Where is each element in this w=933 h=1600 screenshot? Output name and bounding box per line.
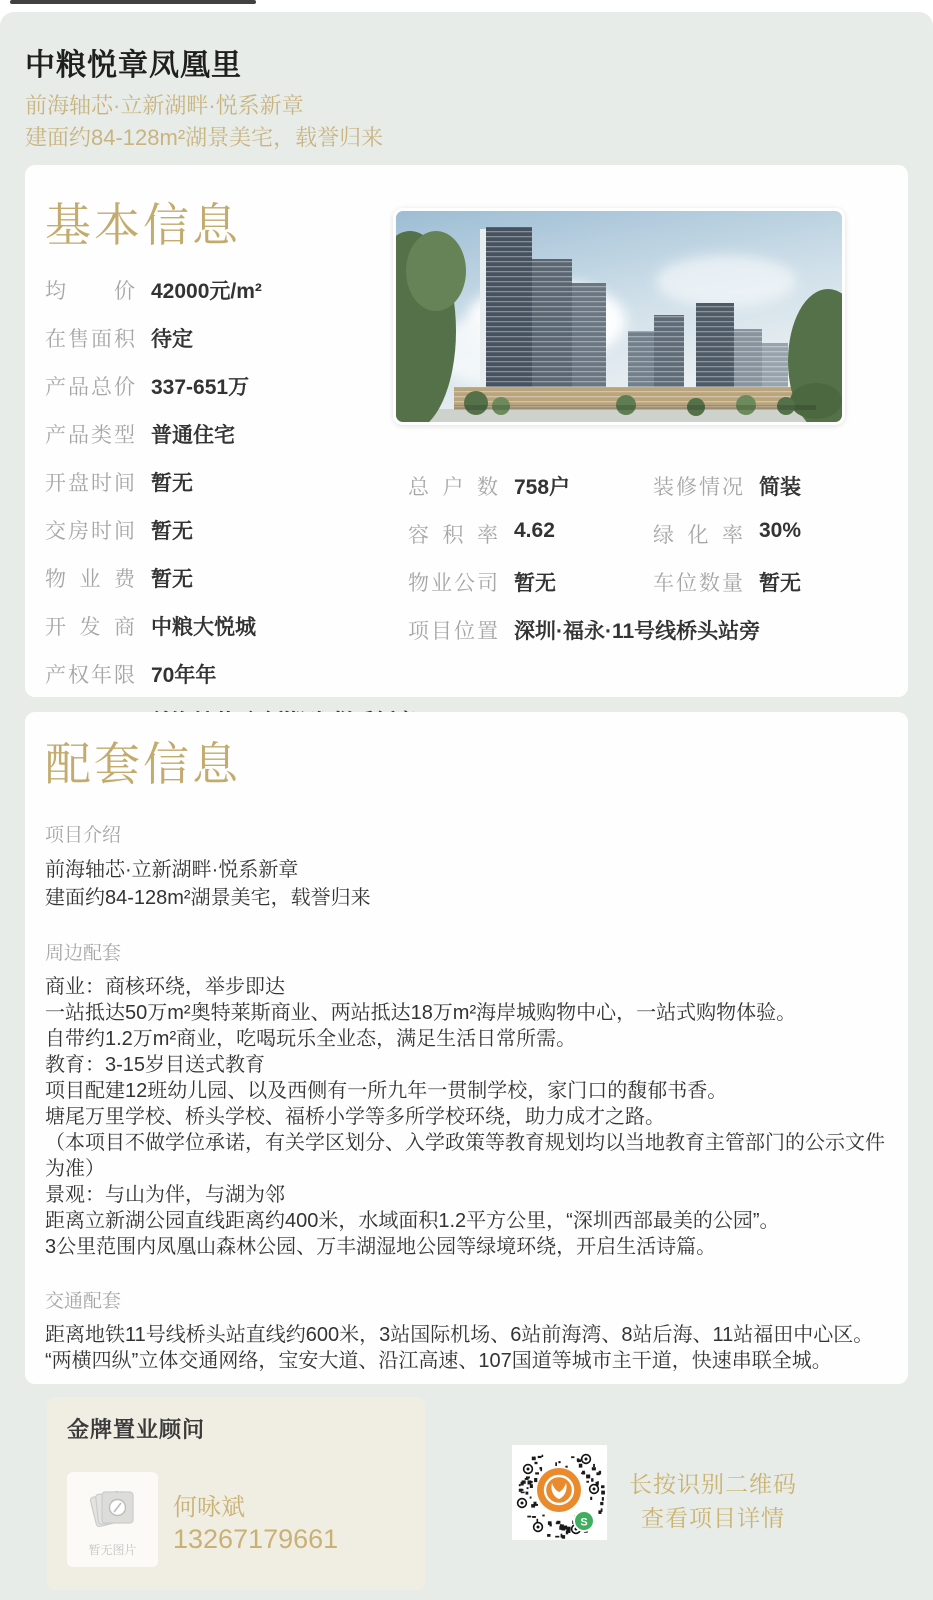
subtitle-line-2: 建面约84-128m²湖景美宅，载誉归来 (25, 125, 384, 150)
qr-code-icon (512, 1445, 607, 1540)
info-cell (653, 567, 801, 597)
no-image-placeholder (67, 1472, 158, 1567)
text-line: “两横四纵”立体交通网络，宝安大道、沿江高速、107国道等城市主干道，快速串联全城。 (45, 1350, 832, 1372)
info-cell (408, 471, 653, 501)
field-value: 普通住宅 (151, 424, 235, 447)
qr-instruction (629, 1467, 797, 1535)
field-label: 装修情况 (653, 476, 743, 499)
field-value: 深圳·福永·11号线桥头站旁 (514, 620, 761, 643)
field-value: 70年年 (151, 664, 217, 687)
info-row (45, 467, 395, 497)
info-row (45, 323, 395, 353)
text-line: 3公里范围内凤凰山森林公园、万丰湖湿地公园等绿境环绕，开启生活诗篇。 (45, 1236, 717, 1258)
text-line: 一站抵达50万m²奥特莱斯商业、两站抵达18万m²海岸城购物中心，一站式购物体验。 (45, 1002, 797, 1024)
field-label: 车位数量 (653, 572, 743, 595)
subtitle-line-1: 前海轴芯·立新湖畔·悦系新章 (25, 93, 304, 118)
text-line: 距离立新湖公园直线距离约400米，水域面积1.2平方公里，“深圳西部最美的公园”。 (45, 1210, 780, 1232)
field-label: 容积率 (408, 524, 498, 547)
info-row (408, 615, 898, 645)
text-line: 商业：商核环绕，举步即达 (45, 976, 285, 998)
traffic-subheading: 交通配套 (45, 1291, 122, 1312)
page-subtitle (25, 90, 383, 154)
field-label: 开盘时间 (45, 472, 135, 495)
field-label: 绿化率 (653, 524, 743, 547)
info-row (45, 611, 395, 641)
info-row (408, 567, 898, 597)
text-line: （本项目不做学位承诺，有关学区划分、入学政策等教育规划均以当地教育主管部门的公示文件为准） (45, 1132, 885, 1180)
no-image-label: 暂无图片 (88, 1543, 137, 1557)
field-value: 42000元/m² (151, 280, 262, 303)
qr-instruction-line-2: 查看项目详情 (641, 1505, 785, 1531)
basic-info-heading: 基本信息 (45, 199, 241, 251)
field-value: 简装 (759, 476, 801, 499)
agent-name: 何咏斌 (173, 1494, 245, 1521)
info-row (408, 471, 898, 501)
field-value: 暂无 (759, 572, 801, 595)
page-title: 中粮悦章凤凰里 (25, 49, 242, 82)
field-value: 758户 (514, 476, 571, 499)
page-background (0, 12, 933, 1600)
info-cell (408, 567, 653, 597)
text-line: 建面约84-128m²湖景美宅，载誉归来 (45, 887, 371, 909)
consultant-card (47, 1397, 425, 1590)
field-label: 均价 (45, 280, 135, 303)
basic-info-right-column (408, 471, 898, 663)
field-label: 物业公司 (408, 572, 498, 595)
field-value: 30% (759, 519, 802, 542)
top-edge-artifact (10, 0, 256, 4)
project-photo[interactable] (393, 208, 845, 425)
info-cell (408, 519, 653, 549)
text-line: 前海轴芯·立新湖畔·悦系新章 (45, 859, 299, 881)
intro-lines (45, 856, 888, 912)
field-label: 物业费 (45, 568, 135, 591)
info-cell (408, 615, 760, 645)
field-value: 暂无 (514, 572, 556, 595)
field-value: 4.62 (514, 519, 555, 542)
intro-subheading: 项目介绍 (45, 825, 122, 846)
field-label: 产品总价 (45, 376, 135, 399)
text-line: 自带约1.2万m²商业，吃喝玩乐全业态，满足生活日常所需。 (45, 1028, 577, 1050)
consultant-heading: 金牌置业顾问 (67, 1417, 206, 1442)
basic-info-card (25, 165, 908, 697)
info-row (45, 275, 395, 305)
amenities-card (25, 712, 908, 1384)
field-value: 暂无 (151, 472, 193, 495)
field-label: 交房时间 (45, 520, 135, 543)
surroundings-subheading: 周边配套 (45, 943, 122, 964)
field-label: 在售面积 (45, 328, 135, 351)
field-label: 项目位置 (408, 620, 498, 643)
info-row (45, 563, 395, 593)
no-image-icon (87, 1484, 139, 1534)
text-line: 塘尾万里学校、桥头学校、福桥小学等多所学校环绕，助力成才之路。 (45, 1106, 665, 1128)
field-label: 产品类型 (45, 424, 135, 447)
basic-info-left-column (45, 275, 395, 787)
text-line: 景观：与山为伴，与湖为邻 (45, 1184, 285, 1206)
info-row (408, 519, 898, 549)
project-rendering-image (396, 211, 842, 422)
agent-info (173, 1493, 338, 1556)
info-row (45, 659, 395, 689)
amenities-heading: 配套信息 (45, 738, 241, 790)
info-row (45, 515, 395, 545)
agent-phone[interactable]: 13267179661 (173, 1524, 339, 1554)
qr-code[interactable] (512, 1445, 607, 1540)
svg-text:S: S (580, 1516, 588, 1529)
field-value: 待定 (151, 328, 193, 351)
field-label: 开发商 (45, 616, 135, 639)
text-line: 项目配建12班幼儿园、以及西侧有一所九年一贯制学校，家门口的馥郁书香。 (45, 1080, 728, 1102)
text-line: 距离地铁11号线桥头站直线约600米，3站国际机场、6站前海湾、8站后海、11站福田中心区。 (45, 1324, 874, 1346)
field-value: 337-651万 (151, 376, 250, 399)
field-value: 暂无 (151, 520, 193, 543)
qr-panel (512, 1445, 797, 1540)
info-row (45, 419, 395, 449)
traffic-lines (45, 1322, 888, 1374)
info-cell (653, 471, 801, 501)
qr-instruction-line-1: 长按识别二维码 (629, 1471, 797, 1497)
field-label: 总户数 (408, 476, 498, 499)
text-line: 教育：3-15岁目送式教育 (45, 1054, 266, 1076)
info-cell (653, 519, 801, 549)
surroundings-lines (45, 974, 888, 1260)
info-row (45, 371, 395, 401)
field-value: 暂无 (151, 568, 193, 591)
field-value: 中粮大悦城 (151, 616, 256, 639)
field-label: 产权年限 (45, 664, 135, 687)
